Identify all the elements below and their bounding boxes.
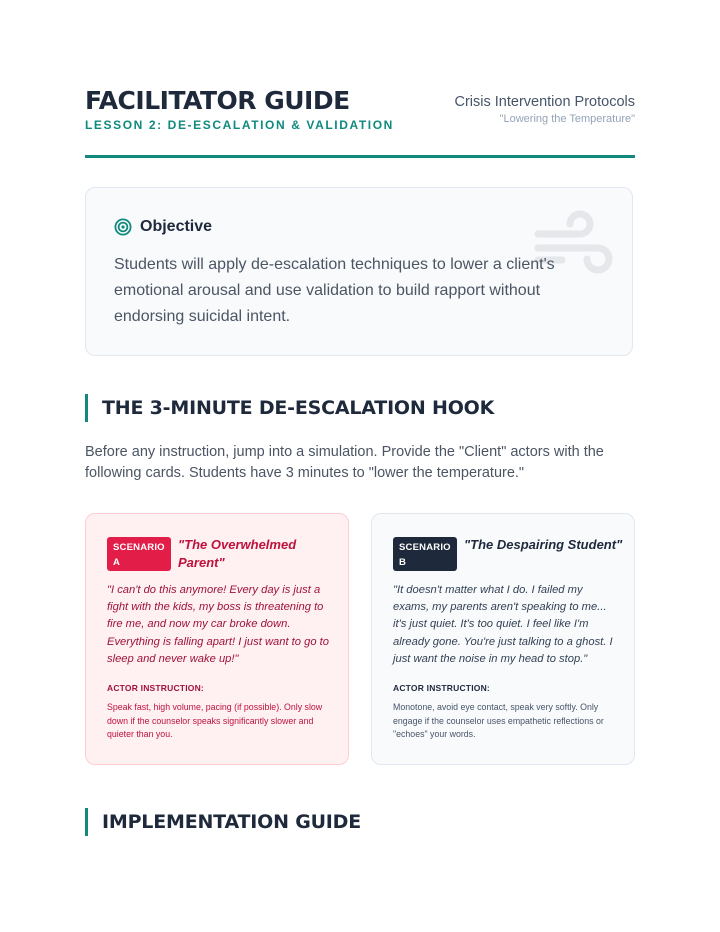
actor-instruction-label: ACTOR INSTRUCTION: <box>393 683 490 693</box>
lesson-subtitle: LESSON 2: DE-ESCALATION & VALIDATION <box>85 118 394 132</box>
scenario-badge: SCENARIO B <box>393 537 457 571</box>
scenario-card-b <box>371 513 635 765</box>
protocol-name: Crisis Intervention Protocols <box>454 94 635 110</box>
scenario-card-a <box>85 513 349 765</box>
protocol-tagline: "Lowering the Temperature" <box>499 113 635 125</box>
scenario-title: "The Overwhelmed Parent" <box>178 537 297 570</box>
section-heading-hook <box>85 394 635 422</box>
actor-instruction-label: ACTOR INSTRUCTION: <box>107 683 204 693</box>
target-icon <box>114 218 132 236</box>
scenario-title: "The Despairing Student" <box>464 537 623 552</box>
page-header <box>85 84 635 158</box>
implementation-heading: IMPLEMENTATION GUIDE <box>102 811 362 833</box>
hook-heading: THE 3-MINUTE DE-ESCALATION HOOK <box>102 397 495 419</box>
actor-instruction-text: Speak fast, high volume, pacing (if possible). Only slow down if the counselor speaks significantly slower and quieter than you. <box>107 702 323 739</box>
scenario-badge: SCENARIO A <box>107 537 171 571</box>
scenario-quote: "I can't do this anymore! Every day is just a fight with the kids, my boss is threatening to fire me, and now my car broke down. Everything is falling apart! I just want to go to sleep and never wake up!" <box>107 584 330 665</box>
page-title: FACILITATOR GUIDE <box>85 86 350 115</box>
header-divider <box>85 155 635 158</box>
objective-heading <box>114 218 212 236</box>
header-meta <box>454 94 635 125</box>
objective-card <box>85 187 633 356</box>
objective-label: Objective <box>140 218 213 235</box>
scenario-quote: "It doesn't matter what I do. I failed my exams, my parents aren't speaking to me... it's just quiet. It's too quiet. I feel like I'm already gone. You're just talking to a ghost. I just want the noise in my head to stop." <box>393 584 613 665</box>
section-heading-implementation <box>85 808 635 836</box>
hook-intro: Before any instruction, jump into a simulation. Provide the "Client" actors with the following cards. Students have 3 minutes to "lower the temperature." <box>85 444 604 481</box>
actor-instruction-text: Monotone, avoid eye contact, speak very softly. Only engage if the counselor uses empathetic reflections or "echoes" your words. <box>393 702 604 739</box>
objective-text: Students will apply de-escalation techniques to lower a client's emotional arousal and use validation to build rapport without endorsing suicidal intent. <box>114 256 555 325</box>
